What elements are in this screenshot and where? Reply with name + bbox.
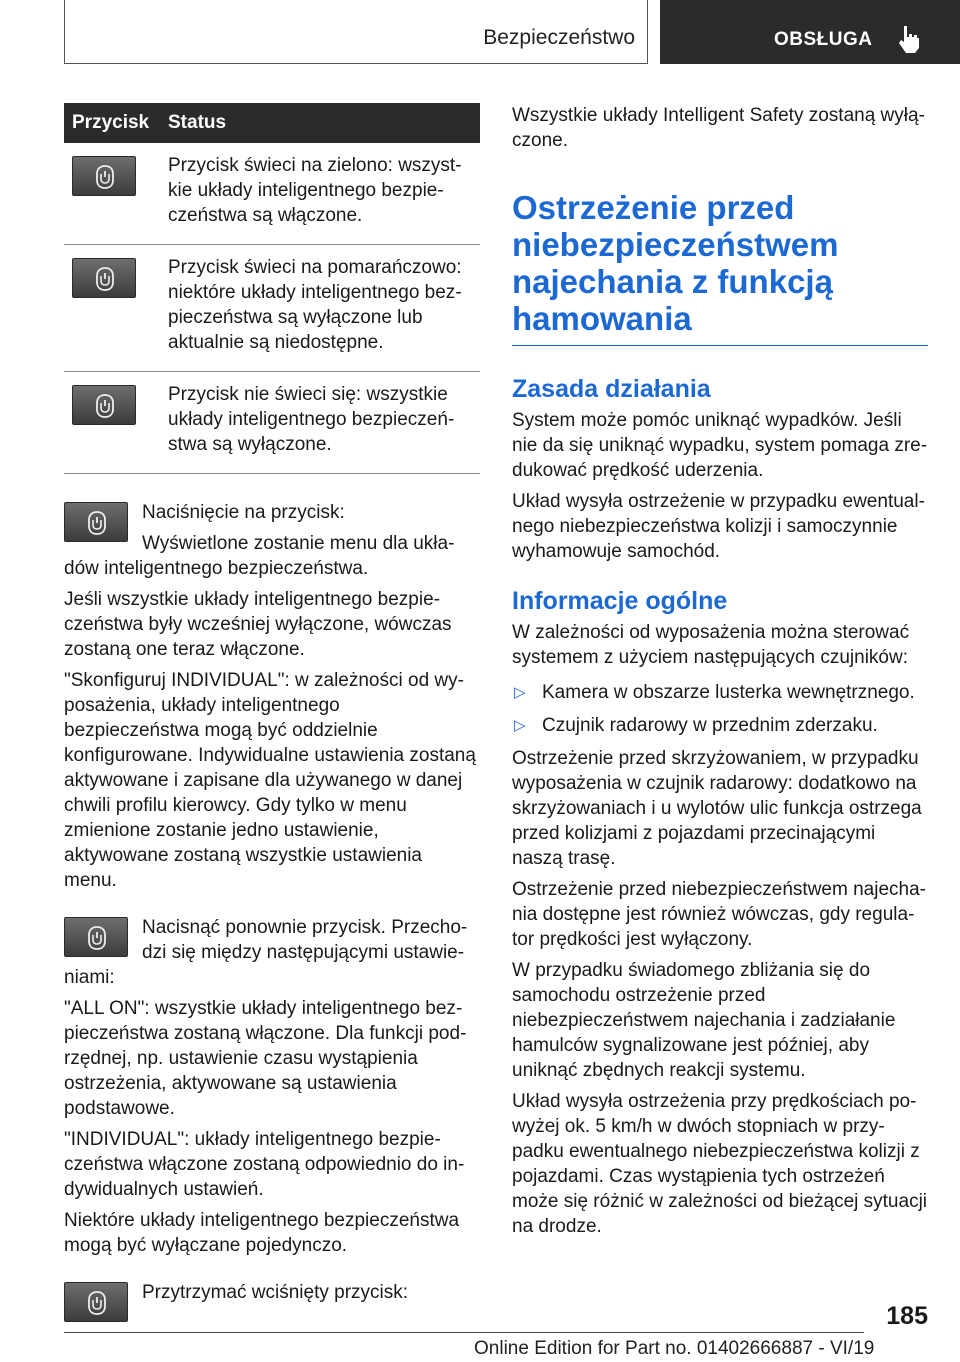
table-cell-status: Przycisk świeci na pomarańczowo: niektóre układy inteligentnego bezpieczeństwa są wyłączone lub aktualnie są niedostępne.: [164, 245, 480, 372]
safety-button-icon: [64, 502, 128, 542]
subheading-principle: Zasada działania: [512, 375, 711, 403]
intro-text: Wszystkie układy Intelligent Safety zostaną wyłączone.: [512, 105, 925, 151]
footer-rule: [64, 1332, 864, 1333]
list-item-text: Kamera w obszarze lusterka wewnętrznego.: [542, 682, 915, 703]
header-section-title: Bezpieczeństwo: [483, 26, 635, 49]
bullet-triangle-icon: ▷: [514, 684, 526, 701]
header-chapter-tab[interactable]: [660, 0, 960, 64]
button-status-table: [64, 103, 480, 474]
again-lead-a: Nacisnąć ponownie przycisk. Przecho-: [142, 917, 468, 938]
page-number: 185: [886, 1302, 928, 1330]
again-para-1: "ALL ON": wszystkie układy inteligentnego bezpieczeństwa zostaną włączone. Dla funkcji podrzędnej, np. ustawienie czasu wystąpienia ostrzeżenia, aktywowane są ustawienia podstawowe.: [64, 998, 467, 1119]
hand-pointer-icon: [897, 24, 921, 54]
general-para-3: Ostrzeżenie przed niebezpieczeństwem najechania dostępne jest również wówczas, gdy regulator prędkości jest wyłączony.: [512, 879, 926, 950]
table-row: [64, 143, 480, 245]
general-para-2: Ostrzeżenie przed skrzyżowaniem, w przypadku wyposażenia w czujnik radarowy: dodatkowo na skrzyżowaniach i u wylotów ulic funkcja ostrzega przed kolizjami z pojazdami przecinającymi naszą trasę.: [512, 748, 922, 869]
again-para-2: "INDIVIDUAL": układy inteligentnego bezpieczeństwa włączone zostaną odpowiednio do indywidualnych ustawień.: [64, 1129, 465, 1200]
list-item: [512, 680, 928, 705]
again-lead-b: dzi się między następującymi ustawie-: [142, 942, 465, 963]
again-section: [64, 915, 480, 965]
safety-button-icon: [72, 156, 136, 196]
footer-edition: Online Edition for Part no. 01402666887 - VI/19: [474, 1338, 875, 1359]
left-column: [64, 103, 480, 1324]
safety-button-icon: [64, 1282, 128, 1322]
list-item: [512, 713, 928, 738]
heading-rule: [512, 345, 928, 346]
press-lead: Naciśnięcie na przycisk:: [142, 502, 345, 523]
table-cell-status: Przycisk nie świeci się: wszystkie układy inteligentnego bezpieczeństwa są wyłączone.: [164, 372, 480, 474]
safety-button-icon: [64, 917, 128, 957]
table-header-status: Status: [164, 103, 480, 143]
press-para-1b: dów inteligentnego bezpieczeństwa.: [64, 558, 369, 579]
general-para-5: Układ wysyła ostrzeżenia przy prędkościach powyżej ok. 5 km/h w dwóch stopniach w przypadku ewentualnego niebezpieczeństwa kolizji z pojazdami. Czas wystąpienia tych ostrzeżeń może się różnić w zależności od bieżącej sytuacji na drodze.: [512, 1091, 928, 1237]
again-para-3: Niektóre układy inteligentnego bezpieczeństwa mogą być wyłączane pojedynczo.: [64, 1210, 460, 1256]
subheading-general: Informacje ogólne: [512, 587, 728, 615]
bullet-triangle-icon: ▷: [514, 717, 526, 734]
general-para-1: W zależności od wyposażenia można sterować systemem z użyciem następujących czujników:: [512, 622, 910, 668]
table-header-row: [64, 103, 480, 143]
again-lead-c: niami:: [64, 967, 115, 988]
hold-section: [64, 1280, 480, 1324]
table-header-button: Przycisk: [64, 103, 164, 143]
table-cell-status: Przycisk świeci na zielono: wszystkie układy inteligentnego bezpieczeństwa są włączone.: [164, 143, 480, 245]
press-para-2: Jeśli wszystkie układy inteligentnego bezpieczeństwa były wcześniej wyłączone, wówczas zostaną one teraz włączone.: [64, 589, 452, 660]
safety-button-icon: [72, 258, 136, 298]
press-para-1a: Wyświetlone zostanie menu dla ukła-: [142, 533, 455, 554]
list-item-text: Czujnik radarowy w przednim zderzaku.: [542, 715, 878, 736]
header-chapter-label: OBSŁUGA: [774, 29, 873, 50]
press-para-3: "Skonfiguruj INDIVIDUAL": w zależności od wyposażenia, układy inteligentnego bezpieczeństwa mogą być oddzielnie konfigurowane. Indywidualne ustawienia zostaną aktywowane i zapisane dla używanego w danej chwili profilu kierowcy. Gdy tylko w menu zmienione zostanie jedno ustawienie, aktywowane zostaną wszystkie ustawienia menu.: [64, 670, 476, 891]
hold-lead: Przytrzymać wciśnięty przycisk:: [142, 1282, 409, 1303]
principle-para-2: Układ wysyła ostrzeżenie w przypadku ewentualnego niebezpieczeństwa kolizji i samoczynnie wyhamowuje samochód.: [512, 491, 925, 562]
section-heading: Ostrzeżenie przed niebezpieczeństwem najechania z funkcją hamowania: [512, 189, 839, 337]
table-row: [64, 245, 480, 372]
right-column: [512, 103, 928, 1239]
general-para-4: W przypadku świadomego zbliżania się do samochodu ostrzeżenie przed niebezpieczeństwem najechania i zadziałanie hamulców sygnalizowane jest później, aby uniknąć zbędnych reakcji systemu.: [512, 960, 896, 1081]
table-row: [64, 372, 480, 474]
header-section-box: [64, 0, 648, 64]
principle-para-1: System może pomóc uniknąć wypadków. Jeśli nie da się uniknąć wypadku, system pomaga zredukować prędkość uderzenia.: [512, 410, 928, 481]
press-section: [64, 500, 480, 556]
safety-button-icon: [72, 385, 136, 425]
